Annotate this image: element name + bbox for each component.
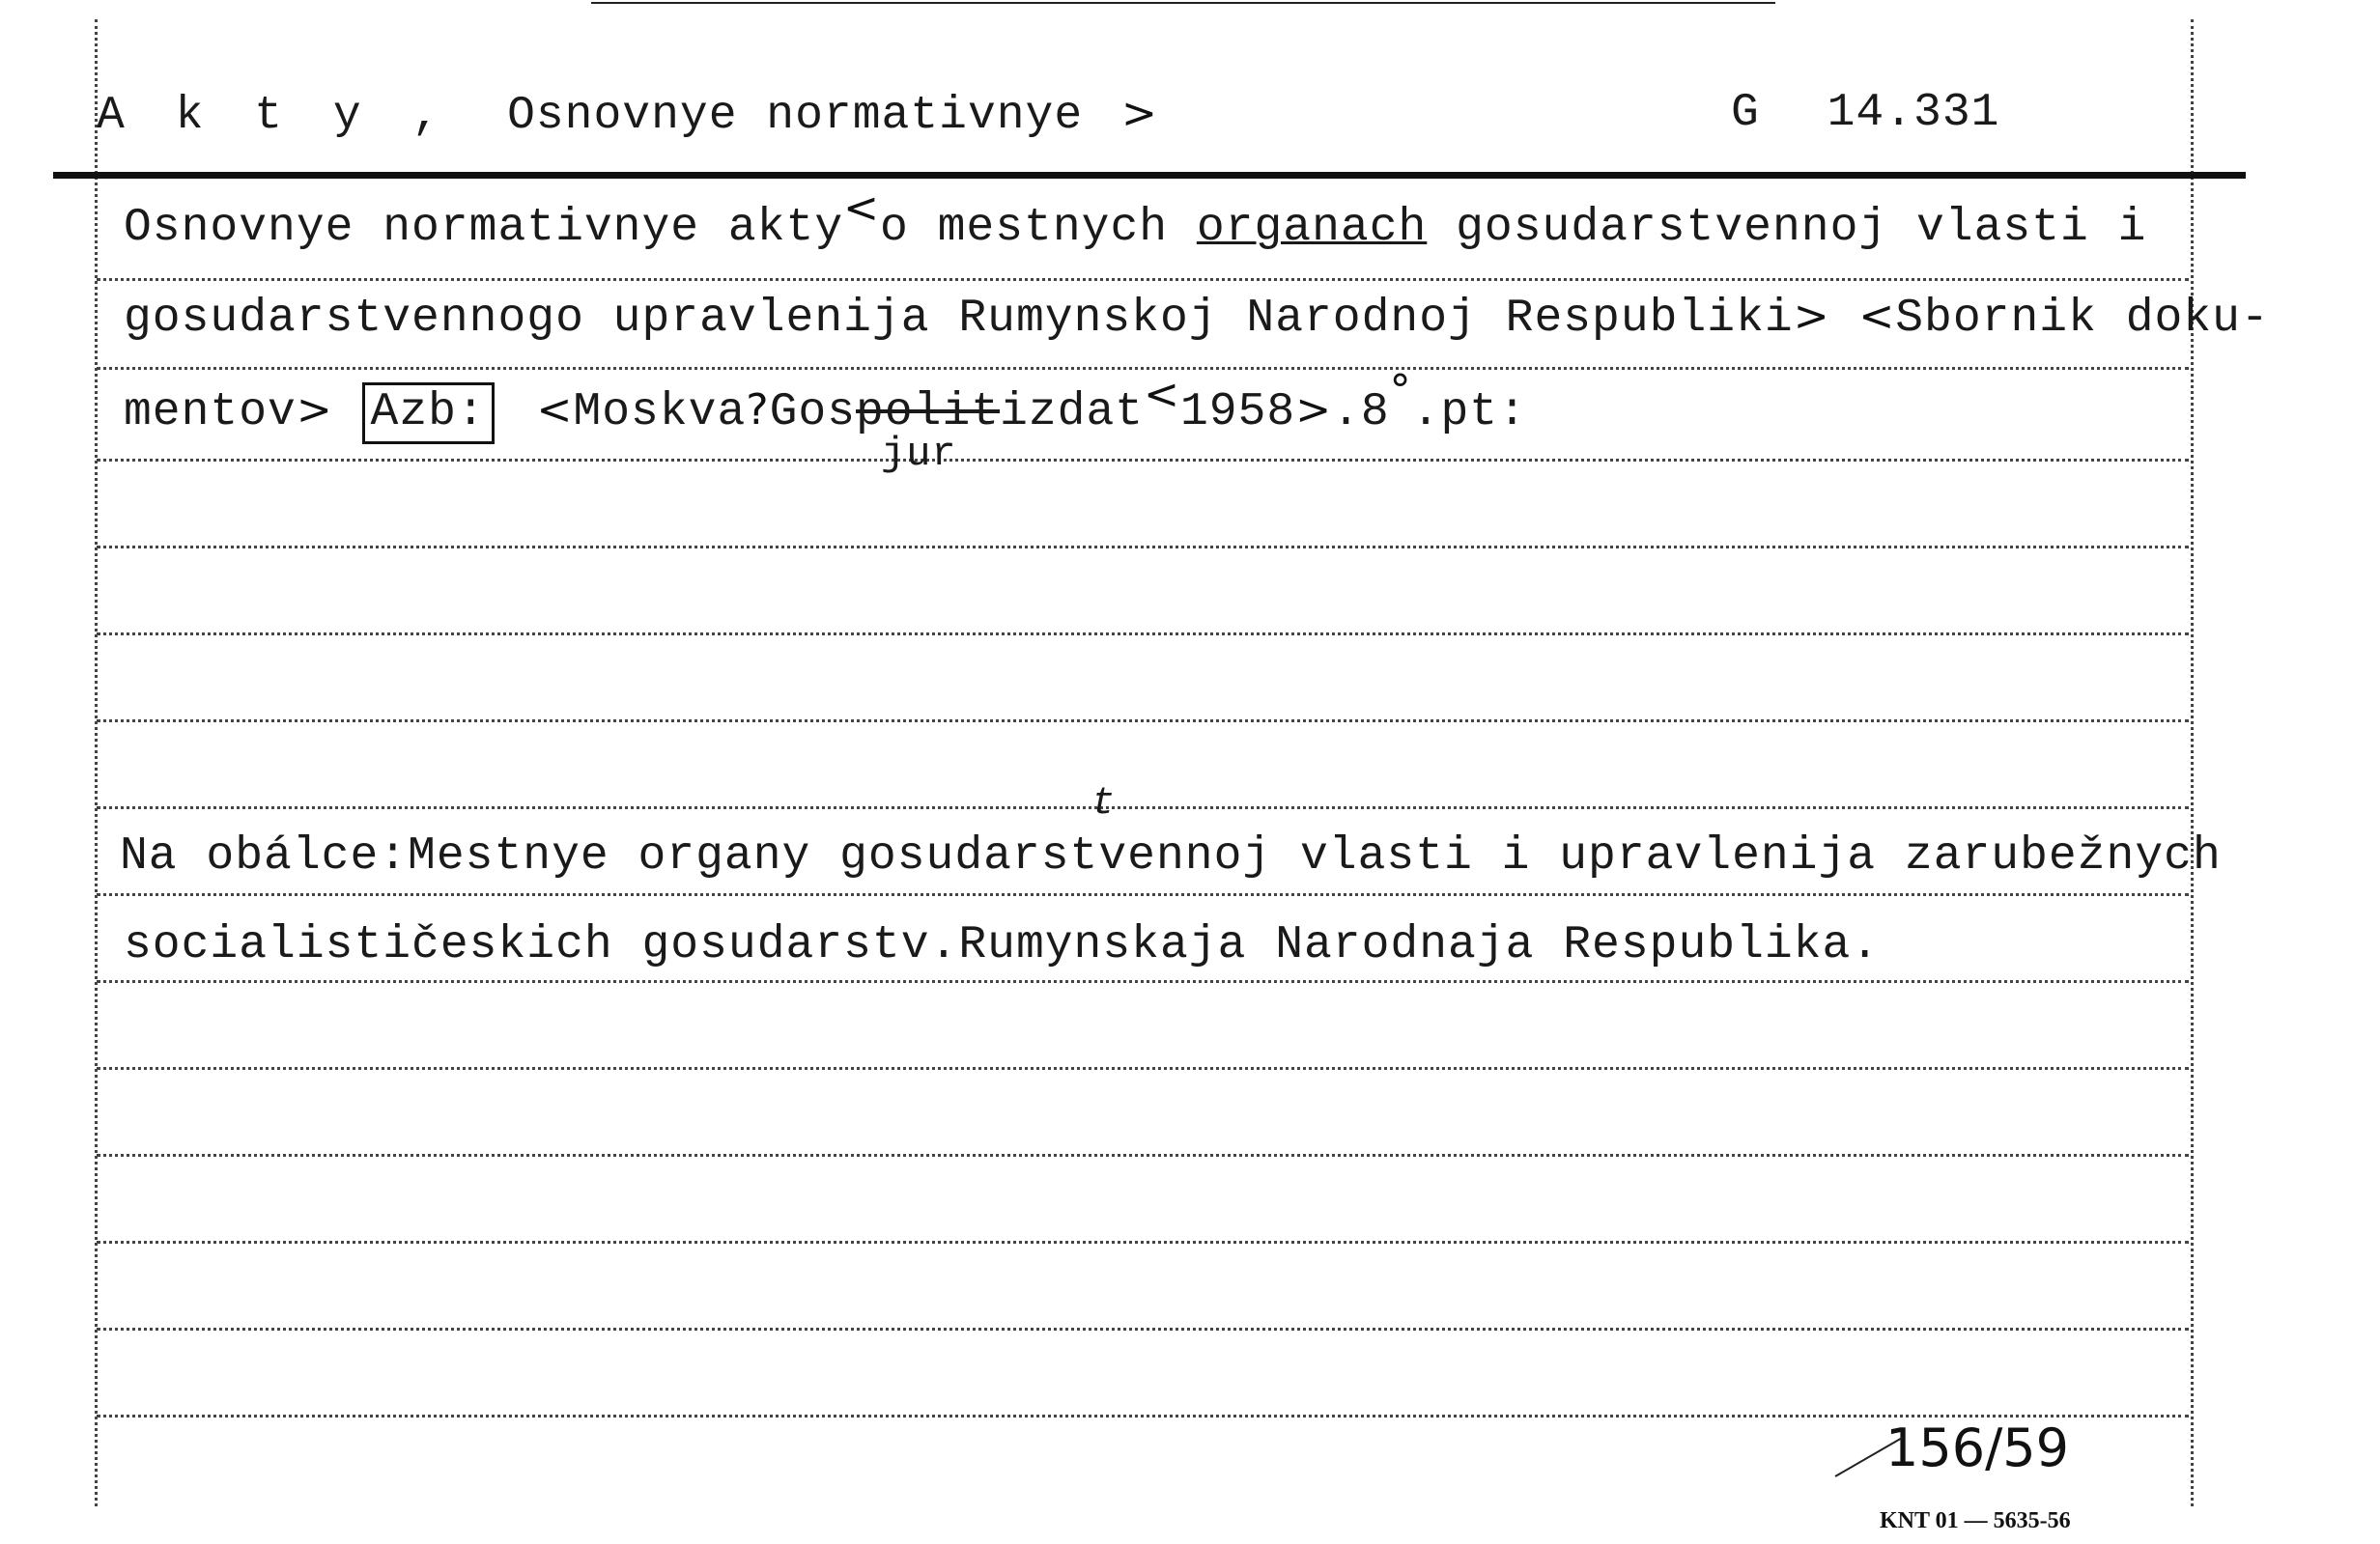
angle-mark-icon: < (843, 183, 880, 233)
ruled-line (97, 1415, 2189, 1418)
format: .8 (1332, 386, 1390, 438)
shelf-prefix: G (1731, 87, 1760, 139)
angle-mark-icon: > (1120, 89, 1158, 138)
place: Moskva (573, 386, 747, 438)
right-margin-line (2191, 19, 2194, 1506)
title-line-3 (124, 366, 1527, 444)
ruled-line (97, 546, 2189, 548)
title-part: Osnovnye normativnye akty (124, 202, 844, 254)
insert-mark: t (1091, 782, 1117, 826)
series-part: Sbornik doku- (1895, 293, 2270, 345)
shelf-mark (1731, 87, 1999, 139)
script-code-box: Azb: (362, 382, 495, 444)
title-part: Rumynskoj Narodnoj Respubliki (958, 293, 1794, 345)
ruled-line (97, 806, 2189, 809)
heading-rest: Osnovnye normativnye (507, 90, 1084, 142)
form-code: KNT 01 — 5635-56 (1880, 1508, 2071, 1533)
ruled-line (97, 1067, 2189, 1070)
correction-text: jur (881, 431, 957, 477)
angle-mark-icon: < (1858, 292, 1896, 341)
title-part: o mestnych (880, 202, 1169, 254)
title-part: gosudarstvennoj vlasti i (1456, 202, 2147, 254)
ruled-line (97, 632, 2189, 635)
angle-mark-icon: ? (746, 385, 770, 435)
left-margin-line (95, 19, 98, 1506)
ruled-line (97, 278, 2189, 281)
publisher-part: Gos (769, 386, 857, 438)
year: 1958 (1179, 386, 1296, 438)
ruled-line (97, 1328, 2189, 1331)
acquisition-number: 156/59 (1885, 1418, 2069, 1478)
note-line-1: Na obálce:Mestnye organy gosudarstvennoj vlasti i upravlenija zarubežnych (120, 830, 2222, 883)
title-part: mentov (124, 386, 297, 438)
title-part: gosudarstvennogo upravlenija (124, 293, 930, 345)
angle-mark-icon: < (536, 385, 574, 435)
ruled-line (97, 1241, 2189, 1244)
heading-spaced: A k t y , (97, 90, 452, 142)
pagination: .pt: (1411, 386, 1527, 438)
ruled-line (97, 367, 2189, 370)
angle-mark-icon: > (1793, 292, 1830, 341)
ruled-line (97, 1154, 2189, 1157)
top-edge-line (591, 2, 1775, 4)
ruled-line (97, 719, 2189, 722)
degree-mark-icon: ° (1389, 366, 1412, 415)
ruled-line (97, 459, 2189, 462)
publisher-part: izdat (1000, 386, 1145, 438)
heading-rule (53, 172, 2246, 179)
underlined-word: organach (1196, 202, 1428, 254)
ruled-line (97, 980, 2189, 983)
note-line-2: socialističeskich gosudarstv.Rumynskaja Narodnaja Respublika. (124, 919, 1881, 971)
shelf-number: 14.331 (1827, 87, 2000, 139)
heading (97, 89, 1158, 142)
title-line-2 (124, 292, 2270, 345)
angle-mark-icon: > (1295, 385, 1333, 435)
title-line-1 (124, 183, 2147, 254)
angle-mark-icon: < (1144, 370, 1180, 419)
angle-mark-icon: > (296, 385, 333, 435)
ruled-line (97, 893, 2189, 896)
struck-text: polit (856, 386, 1001, 438)
